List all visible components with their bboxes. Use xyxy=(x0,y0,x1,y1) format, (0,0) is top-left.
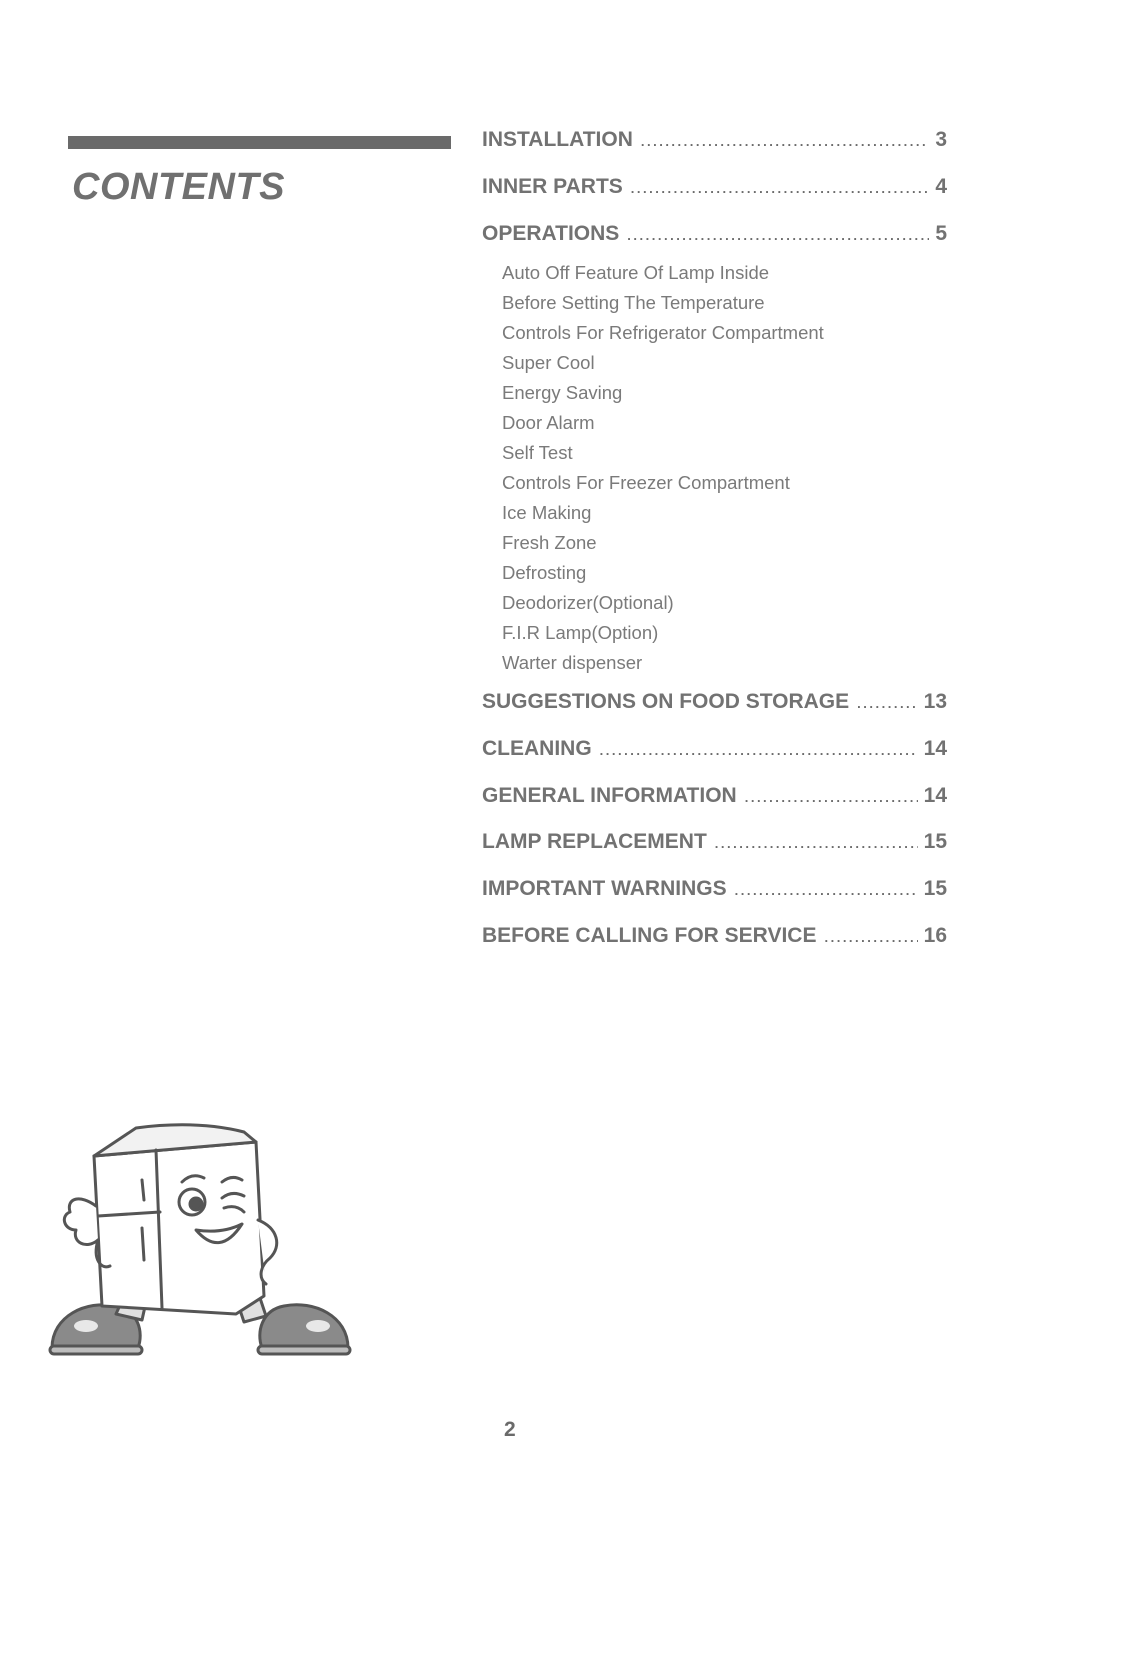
refrigerator-mascot-icon xyxy=(46,1120,356,1360)
toc-entry-page: 15 xyxy=(923,877,947,900)
toc-subitem[interactable]: Ice Making xyxy=(502,502,592,523)
toc-entry-page: 13 xyxy=(923,690,947,713)
toc-entry-installation[interactable] xyxy=(482,128,947,158)
toc-entry-label: LAMP REPLACEMENT xyxy=(482,830,707,853)
title-rule xyxy=(68,136,451,149)
toc-entry-operations[interactable] xyxy=(482,222,947,252)
toc-entry-label: SUGGESTIONS ON FOOD STORAGE xyxy=(482,690,850,713)
leader-dots xyxy=(745,790,918,805)
toc-subitem[interactable]: Deodorizer(Optional) xyxy=(502,592,674,613)
toc-entry-cleaning[interactable] xyxy=(482,737,947,767)
toc-entry-important-warnings[interactable] xyxy=(482,877,947,907)
leader-dots xyxy=(735,883,918,898)
toc-subitem[interactable]: Energy Saving xyxy=(502,382,623,403)
toc-subitem[interactable]: Before Setting The Temperature xyxy=(502,292,765,313)
toc-entry-page: 3 xyxy=(935,128,947,151)
toc-entry-label: BEFORE CALLING FOR SERVICE xyxy=(482,924,817,947)
toc-subitem[interactable]: Self Test xyxy=(502,442,573,463)
toc-entry-label: CLEANING xyxy=(482,737,592,760)
toc-entry-label: GENERAL INFORMATION xyxy=(482,784,737,807)
toc-entry-page: 15 xyxy=(923,830,947,853)
leader-dots xyxy=(715,836,918,851)
toc-entry-label: OPERATIONS xyxy=(482,222,620,245)
toc-entry-label: INNER PARTS xyxy=(482,175,623,198)
toc-subitem[interactable]: Controls For Refrigerator Compartment xyxy=(502,322,824,343)
toc-entry-page: 14 xyxy=(923,737,947,760)
toc-subitem[interactable]: F.I.R Lamp(Option) xyxy=(502,622,659,643)
toc-entry-inner-parts[interactable] xyxy=(482,175,947,205)
toc-subitem[interactable]: Door Alarm xyxy=(502,412,595,433)
toc-entry-page: 4 xyxy=(935,175,947,198)
leader-dots xyxy=(857,696,917,711)
toc-subitem[interactable]: Controls For Freezer Compartment xyxy=(502,472,790,493)
page-title: CONTENTS xyxy=(72,166,285,208)
page-number: 2 xyxy=(504,1418,516,1441)
toc-entry-before-calling[interactable] xyxy=(482,924,947,954)
toc-entry-page: 16 xyxy=(923,924,947,947)
toc-entry-label: INSTALLATION xyxy=(482,128,633,151)
leader-dots xyxy=(631,181,930,196)
toc-entry-food-storage[interactable] xyxy=(482,690,947,720)
leader-dots xyxy=(627,228,929,243)
toc-entry-page: 14 xyxy=(923,784,947,807)
toc-entry-page: 5 xyxy=(935,222,947,245)
leader-dots xyxy=(824,930,917,945)
toc-entry-lamp-replacement[interactable] xyxy=(482,830,947,860)
toc-subitem[interactable]: Warter dispenser xyxy=(502,652,643,673)
toc-subitem[interactable]: Auto Off Feature Of Lamp Inside xyxy=(502,262,770,283)
toc-subitem[interactable]: Super Cool xyxy=(502,352,595,373)
toc-subitem[interactable]: Fresh Zone xyxy=(502,532,597,553)
toc-subitem[interactable]: Defrosting xyxy=(502,562,587,583)
toc-entry-label: IMPORTANT WARNINGS xyxy=(482,877,727,900)
leader-dots xyxy=(600,743,918,758)
toc-entry-general-information[interactable] xyxy=(482,784,947,814)
leader-dots xyxy=(641,134,929,149)
